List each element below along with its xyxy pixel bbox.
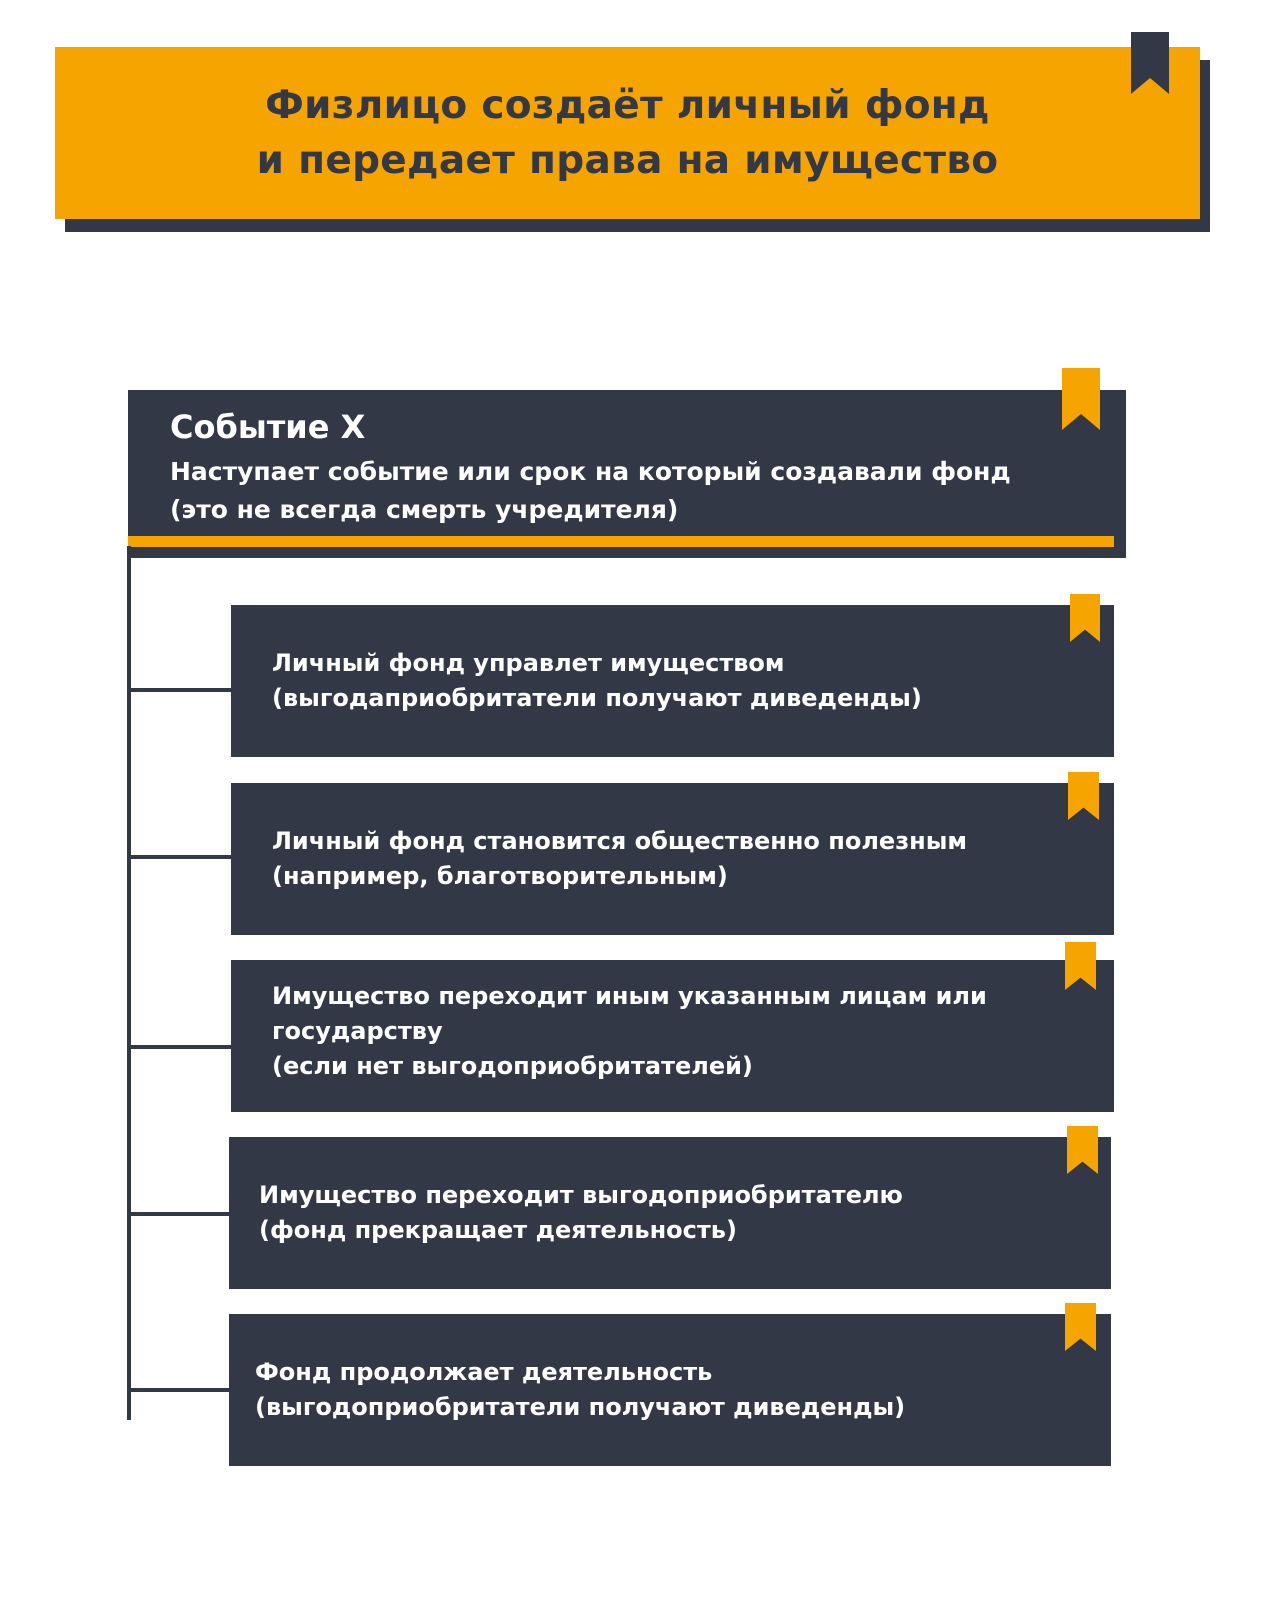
outcome-text [229, 1178, 903, 1248]
outcome-text [231, 646, 922, 716]
page-title-line-1: Физлицо создаёт личный фонд [265, 83, 990, 128]
outcome-line: (например, благотворительным) [272, 862, 728, 890]
outcome-line: Имущество переходит иным указанным лицам или [272, 981, 987, 1010]
outcome-line: Фонд продолжает деятельность [255, 1358, 713, 1386]
outcome-card [231, 783, 1114, 935]
bookmark-icon [1062, 368, 1100, 430]
outcome-card [229, 1314, 1111, 1466]
page-title-line-2: и передает права на имущество [256, 138, 999, 183]
connector-branch [127, 855, 233, 859]
outcome-line: Личный фонд управлет имуществом [272, 649, 785, 677]
header-banner [55, 47, 1200, 219]
outcome-text [231, 824, 967, 894]
event-title: Событие Х [170, 408, 366, 446]
connector-branch [127, 1388, 230, 1392]
outcome-line: (выгодоприобритатели получают диведенды) [255, 1393, 906, 1421]
bookmark-icon [1065, 942, 1096, 990]
connector-branch [127, 1212, 230, 1216]
outcome-line: Имущество переходит выгодоприобритателю [259, 1181, 903, 1209]
outcome-card [229, 1137, 1111, 1289]
connector-vertical-line [127, 546, 131, 1420]
bookmark-icon [1070, 594, 1100, 642]
event-description: Наступает событие или срок на который создавали фонд (это не всегда смерть учредителя) [170, 457, 1011, 524]
bookmark-icon [1067, 1126, 1098, 1174]
outcome-line: государству [272, 1016, 443, 1045]
outcome-card [231, 605, 1114, 757]
outcome-line: (выгодаприобритатели получают диведенды) [272, 684, 922, 712]
page-title [257, 78, 999, 188]
bookmark-icon [1068, 772, 1099, 820]
connector-branch [127, 1045, 233, 1049]
outcome-card [231, 960, 1114, 1112]
connector-branch [127, 688, 233, 692]
bookmark-icon [1065, 1303, 1096, 1351]
event-underline [128, 536, 1114, 547]
outcome-text [229, 1355, 905, 1425]
bookmark-icon [1131, 32, 1169, 94]
outcome-line: (если нет выгодоприобритателей) [272, 1051, 753, 1080]
outcome-text [231, 979, 987, 1084]
outcome-line: Личный фонд становится общественно полезным [272, 827, 968, 855]
outcome-line: (фонд прекращает деятельность) [259, 1216, 737, 1244]
